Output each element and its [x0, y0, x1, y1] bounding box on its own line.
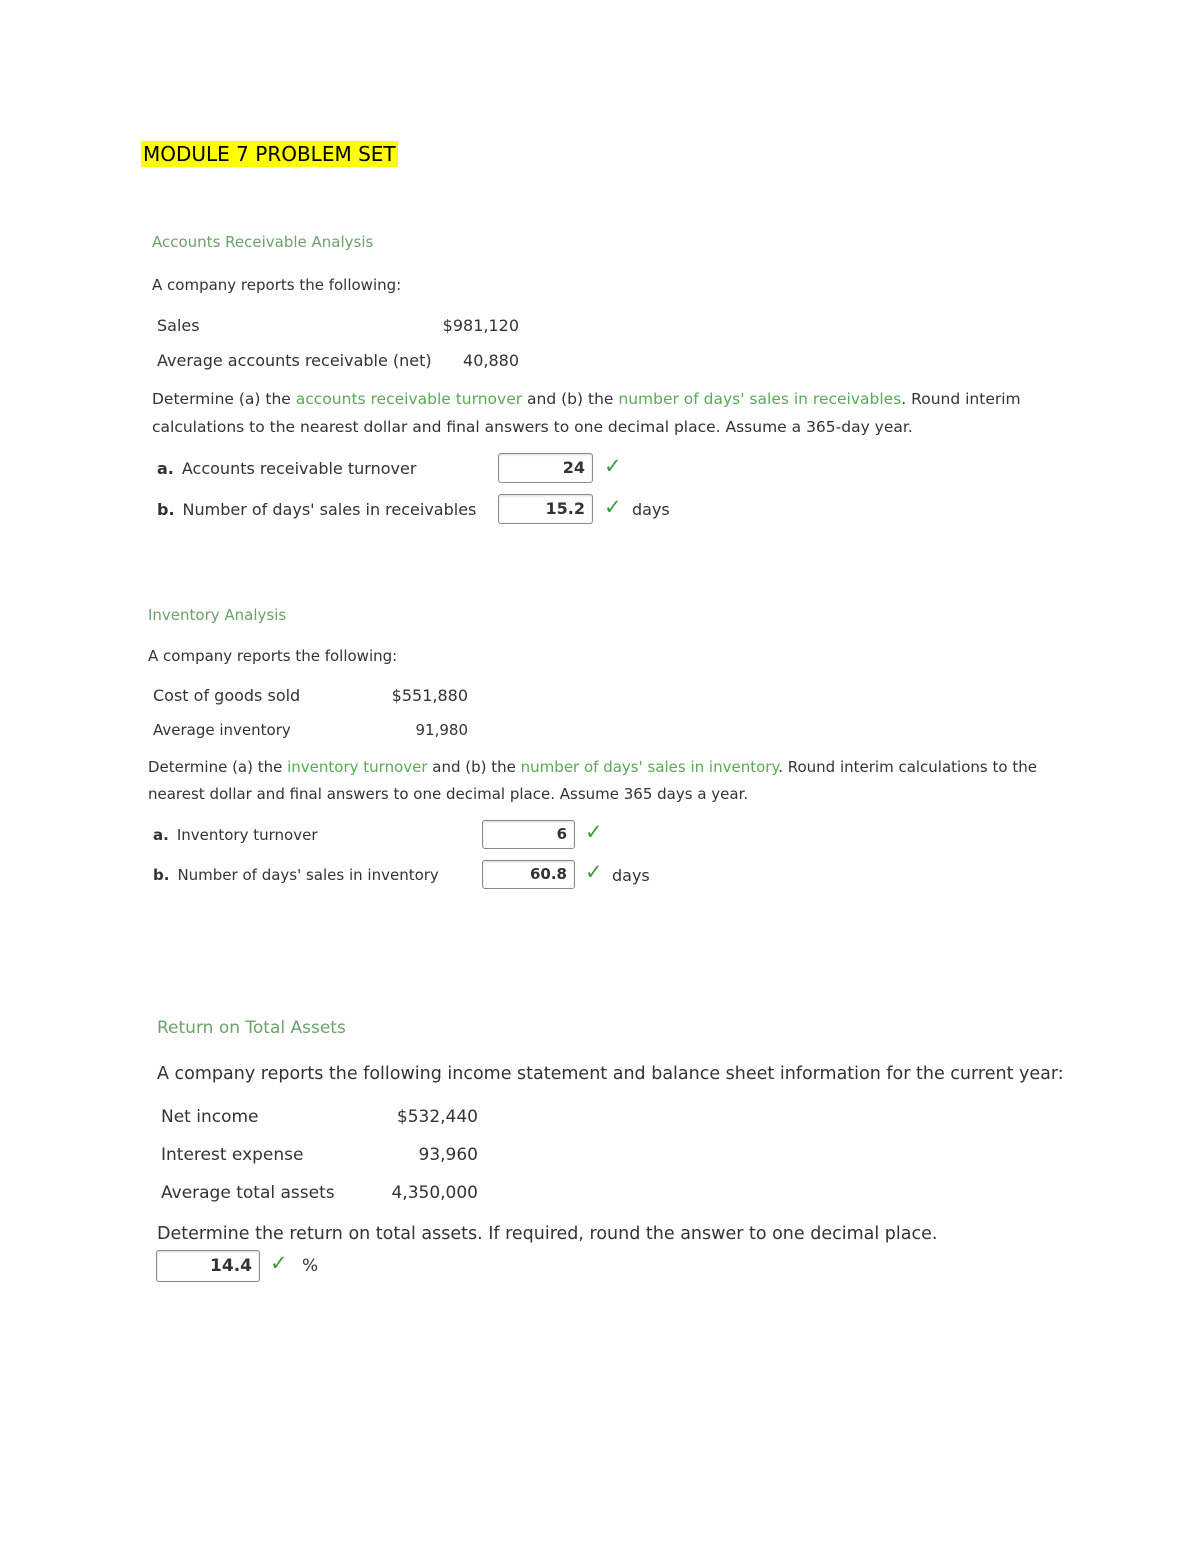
question-letter: a. — [153, 826, 169, 844]
correct-check-icon: ✓ — [604, 495, 622, 519]
ar-term-days-sales: number of days' sales in receivables — [618, 390, 902, 408]
roa-question: Determine the return on total assets. If required, round the answer to one decimal place. — [157, 1224, 938, 1244]
inv-instructions-text: and (b) the — [427, 758, 521, 776]
question-label: Inventory turnover — [176, 826, 318, 844]
question-letter: b. — [157, 500, 175, 519]
ar-intro: A company reports the following: — [152, 276, 402, 294]
ar-instructions — [152, 385, 1057, 441]
ar-row-label: Sales — [157, 316, 200, 335]
inv-row-value: $551,880 — [391, 686, 468, 705]
correct-check-icon: ✓ — [270, 1251, 288, 1275]
roa-row-value: 93,960 — [418, 1145, 478, 1165]
inv-instructions-text: . Round interim calculations to the nearest dollar and final answers to one decimal place. Assume 365 days a year. — [148, 758, 1037, 803]
roa-row-label: Net income — [161, 1107, 259, 1127]
question-label: Number of days' sales in receivables — [182, 500, 477, 519]
inv-section-heading: Inventory Analysis — [148, 606, 287, 624]
inv-row-label: Average inventory — [153, 721, 291, 739]
inv-term-days-sales: number of days' sales in inventory — [520, 758, 779, 776]
ar-row-value: $981,120 — [442, 316, 519, 335]
correct-check-icon: ✓ — [585, 860, 603, 884]
ar-section-heading: Accounts Receivable Analysis — [152, 233, 374, 251]
inv-row-value: 91,980 — [415, 721, 468, 739]
roa-section-heading: Return on Total Assets — [157, 1018, 346, 1038]
ar-row-value: 40,880 — [463, 351, 519, 370]
page-title: MODULE 7 PROBLEM SET — [143, 142, 396, 166]
ar-instructions-text: and (b) the — [522, 390, 619, 408]
ar-turnover-answer-field[interactable]: 24 — [498, 453, 593, 483]
question-letter: b. — [153, 866, 170, 884]
ar-question-a — [157, 459, 416, 478]
roa-row-value: $532,440 — [396, 1107, 478, 1127]
inv-question-b — [153, 866, 439, 884]
roa-row-label: Interest expense — [161, 1145, 304, 1165]
roa-intro: A company reports the following income statement and balance sheet information for the current year: — [157, 1064, 1064, 1084]
ar-instructions-text: . Round interim calculations to the nearest dollar and final answers to one decimal place. Assume a 365-day year. — [152, 390, 1021, 436]
ar-days-answer-field[interactable]: 15.2 — [498, 494, 593, 524]
correct-check-icon: ✓ — [585, 820, 603, 844]
question-label: Accounts receivable turnover — [181, 459, 417, 478]
question-letter: a. — [157, 459, 174, 478]
inv-days-unit: days — [612, 866, 650, 885]
ar-instructions-text: Determine (a) the — [152, 390, 296, 408]
inv-instructions-text: Determine (a) the — [148, 758, 288, 776]
inv-row-label: Cost of goods sold — [153, 686, 301, 705]
roa-row-value: 4,350,000 — [391, 1183, 478, 1203]
roa-row-label: Average total assets — [161, 1183, 335, 1203]
inv-intro: A company reports the following: — [148, 647, 398, 665]
ar-question-b — [157, 500, 476, 519]
ar-term-turnover: accounts receivable turnover — [295, 390, 523, 408]
ar-days-unit: days — [632, 500, 670, 519]
question-label: Number of days' sales in inventory — [177, 866, 439, 884]
inv-days-answer-field[interactable]: 60.8 — [482, 860, 575, 889]
ar-row-label: Average accounts receivable (net) — [157, 351, 432, 370]
roa-percent-unit: % — [302, 1256, 319, 1276]
inv-instructions — [148, 754, 1058, 808]
roa-answer-field[interactable]: 14.4 — [156, 1250, 260, 1282]
correct-check-icon: ✓ — [604, 454, 622, 478]
inv-term-turnover: inventory turnover — [287, 758, 428, 776]
inv-question-a — [153, 826, 318, 844]
inv-turnover-answer-field[interactable]: 6 — [482, 820, 575, 849]
